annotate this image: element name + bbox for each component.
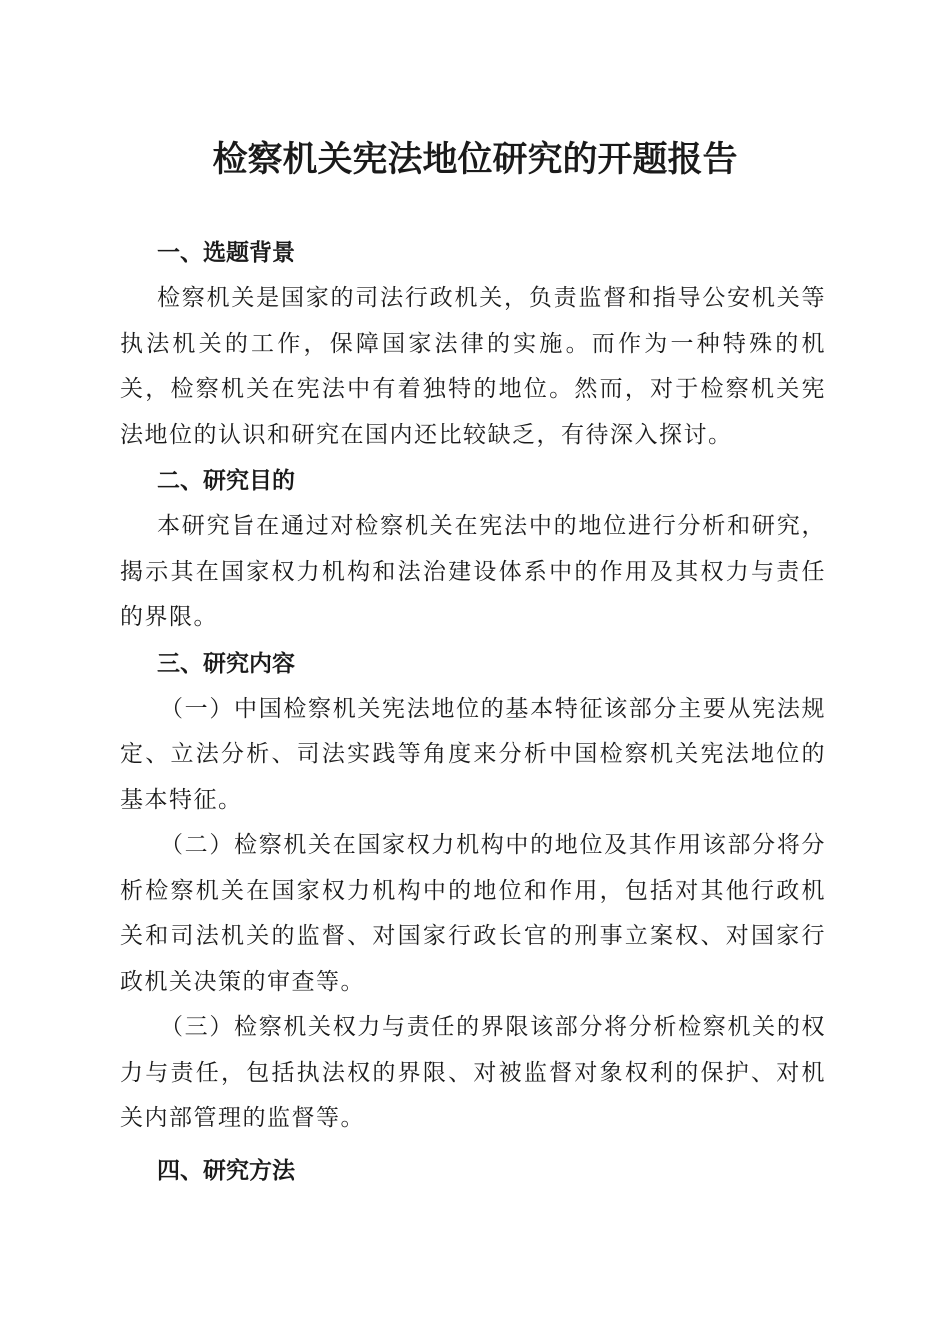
section-heading: 四、研究方法 (157, 1157, 295, 1184)
section-heading: 三、研究内容 (157, 650, 295, 677)
paragraph: （三）检察机关权力与责任的界限该部分将分析检察机关的权力与责任，包括执法权的界限、对被监督对象权利的保护、对机关内部管理的监督等。 (120, 1014, 826, 1131)
document-title: 检察机关宪法地位研究的开题报告 (212, 139, 738, 180)
section-method (120, 1148, 826, 1194)
section-purpose (120, 458, 826, 641)
section-heading: 一、选题背景 (157, 240, 295, 266)
section-content (120, 641, 826, 1142)
paragraph: （一）中国检察机关宪法地位的基本特征该部分主要从宪法规定、立法分析、司法实践等角度来分析中国检察机关宪法地位的基本特征。 (120, 695, 826, 813)
section-heading: 二、研究目的 (157, 468, 295, 494)
paragraph: 本研究旨在通过对检察机关在宪法中的地位进行分析和研究，揭示其在国家权力机构和法治建设体系中的作用及其权力与责任的界限。 (120, 513, 826, 630)
document-body (120, 230, 826, 1194)
paragraph: （二）检察机关在国家权力机构中的地位及其作用该部分将分析检察机关在国家权力机构中的地位和作用，包括对其他行政机关和司法机关的监督、对国家行政长官的刑事立案权、对国家行政机关决策的审查等。 (120, 832, 826, 995)
paragraph: 检察机关是国家的司法行政机关，负责监督和指导公安机关等执法机关的工作，保障国家法律的实施。而作为一种特殊的机关，检察机关在宪法中有着独特的地位。然而，对于检察机关宪法地位的认识和研究在国内还比较缺乏，有待深入探讨。 (120, 285, 826, 448)
section-background (120, 230, 826, 458)
